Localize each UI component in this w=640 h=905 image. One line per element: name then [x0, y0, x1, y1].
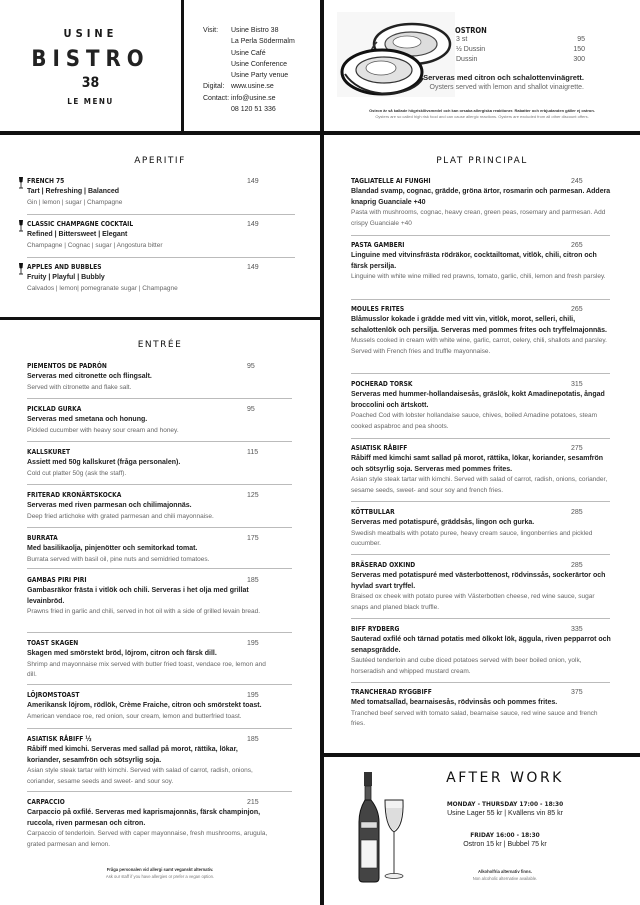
menu-item-description-en: Pickled cucumber with heavy sour cream and honey.	[27, 426, 179, 434]
menu-item-description-en: Asian style steak tartar with kimchi. Served with salad of carrot, radish, onions, coriander, sesame seeds and sweet- and sour soy.	[27, 767, 253, 785]
menu-item-description-en: Champagne | Cognac | sugar | Angostura bitter	[27, 241, 163, 249]
oyster-note-en: Oysters are so called high risk food and can cause allergic reactions. Oysters are excluded from all other discount offers.	[375, 114, 589, 119]
after-work-block	[420, 831, 590, 848]
non-alcoholic-note-en: Non alcoholic alternative available.	[472, 876, 538, 881]
menu-item-description-sv: Carpaccio på oxfilé. Serveras med kaprismajonnäs, färsk champinjon, ruccola, riven parmesan och citron.	[27, 809, 261, 827]
menu-item-name: ASIATISK RÅBIFF ½	[27, 735, 92, 743]
logo-bistro: BISTRO	[31, 47, 150, 72]
cocktail-glass-icon	[18, 263, 24, 275]
cocktail-glass-icon	[18, 177, 24, 189]
menu-item-description-sv: Sauterad oxfilé och tärnad potatis med ölkokt lök, äggula, riven pepparrot och senapsgrädde.	[351, 636, 611, 654]
menu-item-description-sv: Linguine med vitvinsfrästa rödräkor, cocktailtomat, vitlök, chili, citron och färsk persilja.	[351, 252, 597, 270]
menu-item-price: 275	[571, 445, 583, 452]
contact-value: Usine Bistro 38	[231, 27, 279, 34]
menu-item-description-sv: Blåmusslor kokade i grädde med vitt vin, vitlök, morot, selleri, chili, schalottenlök och persilja. Serveras med pommes frites och tryffelmajonnäs.	[351, 316, 607, 334]
menu-item-description-en: Carpaccio of tenderloin. Served with caper mayonnaise, fresh mushrooms, arugula, grated parmesan and lemon.	[27, 830, 268, 848]
menu-item	[27, 177, 267, 208]
non-alcoholic-note-sv: Alkoholfria alternativ finns.	[478, 869, 532, 874]
divider-horizontal-right	[322, 753, 640, 757]
menu-item-name: PIEMENTOS DE PADRÓN	[27, 362, 107, 370]
menu-item-divider	[27, 632, 292, 633]
oyster-qty: ½ Dussin	[456, 46, 486, 53]
menu-item-divider	[27, 214, 295, 215]
oyster-title: OSTRON	[455, 26, 487, 35]
champagne-bottle-icon	[355, 770, 415, 885]
menu-item-name: BURRATA	[27, 534, 58, 542]
logo-le-menu: LE MENU	[67, 97, 114, 106]
allergy-note-sv: Fråga personalen vid allergi samt veganskt alternativ.	[106, 867, 214, 872]
oyster-desc-sv: Serveras med citron och schalottenvinägrett.	[423, 73, 584, 82]
plat-principal-title: PLAT PRINCIPAL	[436, 156, 528, 166]
contact-value: Usine Conference	[231, 60, 288, 68]
oyster-qty: Dussin	[456, 56, 478, 63]
menu-item-price: 125	[247, 492, 259, 499]
menu-item-name: APPLES AND BUBBLES	[27, 263, 102, 271]
divider-vertical-top	[181, 0, 184, 134]
menu-item-description-en: Deep fried artichoke with grated parmesan and chili mayonnaise.	[27, 512, 214, 520]
menu-item-divider	[27, 728, 292, 729]
menu-item-description-en: Braised ox cheek with potato puree with Västerbotten cheese, red wine sauce, sugar snaps and planed black truffle.	[351, 593, 595, 611]
contact-row	[203, 36, 295, 47]
after-work-block	[420, 800, 590, 817]
menu-item-price: 149	[247, 264, 259, 271]
menu-item-divider	[351, 299, 610, 300]
menu-item-name: CARPACCIO	[27, 798, 65, 806]
menu-item	[351, 305, 611, 357]
menu-item-divider	[351, 373, 610, 374]
menu-item-divider	[27, 441, 292, 442]
menu-item	[27, 405, 272, 436]
menu-item	[351, 625, 611, 677]
menu-item-divider	[351, 554, 610, 555]
menu-item-description-sv: Assiett med 50g kallskuret (fråga personalen).	[27, 459, 181, 466]
phone-number: 08 120 51 336	[231, 106, 276, 114]
menu-item	[27, 220, 267, 251]
menu-item-description-sv: Gambasräkor frästa i vitlök och chili. Serveras i het olja med grillat levainbröd.	[27, 587, 249, 605]
contact-label	[203, 70, 231, 81]
menu-item	[351, 508, 611, 550]
menu-item-divider	[27, 398, 292, 399]
menu-item-price: 265	[571, 242, 583, 249]
menu-item-name: MOULES FRITES	[351, 305, 405, 313]
contact-row	[203, 59, 295, 70]
contact-row	[203, 93, 295, 104]
menu-item-description-sv: Skagen med smörstekt bröd, löjrom, citron och färsk dill.	[27, 650, 217, 657]
menu-item-divider	[27, 257, 295, 258]
menu-item-description-en: Calvados | lemon| pomegranate sugar | Champagne	[27, 284, 178, 292]
allergy-note-en: Ask our staff if you have allergies or prefer a vegan option.	[105, 874, 215, 879]
menu-item-name: PICKLAD GURKA	[27, 405, 82, 413]
menu-item-divider	[27, 568, 292, 569]
menu-item-description-en: Sautéed tenderloin and cube diced potatoes served with beer boiled onion, yolk, horseradish and whipped mustard cream.	[351, 657, 582, 675]
oyster-desc-en: Oysters served with lemon and shallot vinaigrette.	[429, 84, 584, 91]
menu-item-price: 265	[571, 306, 583, 313]
menu-item	[27, 798, 272, 850]
menu-item-divider	[351, 501, 610, 502]
menu-item-description-en: Pasta with mushrooms, cognac, heavy crean, green peas, rosemary and parmesan. Add crispy Guanciale +40	[351, 209, 606, 227]
contact-label	[203, 36, 231, 47]
menu-item-price: 375	[571, 689, 583, 696]
menu-item-description-sv: Amerikansk löjrom, rödlök, Crème Fraiche, citron och smörstekt toast.	[27, 702, 262, 709]
menu-item-description-sv: Råbiff med kimchi. Serveras med sallad på morot, rättika, lökar, koriander, sesamfrön och sötsyrlig soja.	[27, 746, 238, 764]
aperitif-title: APERITIF	[134, 156, 186, 166]
menu-item-name: TOAST SKAGEN	[27, 639, 79, 647]
contact-label: Visit:	[203, 27, 219, 34]
menu-item-price: 115	[247, 449, 259, 456]
menu-item-description-en: Asian style steak tartar with kimchi. Served with salad of carrot, radish, onions, coriander, sesame seeds, sweet- and sour soy and french fries.	[351, 476, 608, 494]
menu-item-description-sv: Med tomatsallad, bearnaisesås, rödvinsås och pommes frites.	[351, 699, 558, 706]
menu-item	[27, 735, 272, 787]
menu-item-description-en: Mussels cooked in cream with white wine, garlic, carrot, celery, chili, shallots and parsley. Served with French fries and truffle mayonnaise.	[351, 337, 607, 355]
menu-item	[351, 177, 611, 229]
menu-item-description-sv: Serveras med riven parmesan och chilimajonnäs.	[27, 502, 192, 509]
menu-item-divider	[351, 682, 610, 683]
logo-number: 38	[81, 75, 100, 91]
menu-item-name: BIFF RYDBERG	[351, 625, 400, 633]
menu-item	[27, 576, 272, 618]
contact-value: Usine Café	[231, 49, 266, 57]
menu-item-description-sv: Serveras med hummer-hollandaisesås, gräslök, kokt Amadinepotatis, ångad broccolini och ärtskott.	[351, 391, 605, 409]
after-work-hours: FRIDAY 16:00 - 18:30	[470, 831, 540, 839]
contact-value: Usine Party venue	[231, 72, 289, 80]
email-link[interactable]: info@usine.se	[231, 94, 276, 102]
menu-item-name: KALLSKURET	[27, 448, 70, 456]
menu-item-name: LÖJROMSTOAST	[27, 691, 80, 699]
menu-item-name: KÖTTBULLAR	[351, 508, 395, 516]
logo-usine: USINE	[63, 27, 118, 40]
menu-item-name: GAMBAS PIRI PIRI	[27, 576, 87, 584]
menu-item	[27, 263, 267, 294]
menu-item	[27, 534, 272, 565]
oyster-description	[320, 73, 640, 91]
menu-item	[351, 380, 611, 432]
menu-item-description-en: Poached Cod with lobster hollandaise sauce, chives, boiled Amadine potatoes, steam cooked aspabroc and pea shoots.	[351, 412, 598, 430]
menu-item-description-sv: Tart | Refreshing | Balanced	[27, 188, 120, 195]
contact-label	[203, 104, 231, 115]
menu-item-description-en: Linguine with white wine milled red prawns, tomato, garlic, chili, lemon and fresh parsley.	[351, 273, 606, 280]
menu-item-price: 285	[571, 562, 583, 569]
menu-item-name: TRANCHERAD RYGGBIFF	[351, 688, 432, 696]
menu-item-name: BRÄSERAD OXKIND	[351, 561, 416, 569]
after-work-hours: MONDAY - THURSDAY 17:00 - 18:30	[446, 800, 564, 808]
menu-item-price: 95	[247, 363, 255, 370]
menu-item-divider	[27, 791, 292, 792]
menu-item-name: POCHERAD TORSK	[351, 380, 413, 388]
menu-item-name: FRENCH 75	[27, 177, 65, 185]
menu-item	[27, 491, 272, 522]
menu-item-description-en: Cold cut platter 50g (ask the staff).	[27, 469, 127, 477]
menu-item-divider	[27, 527, 292, 528]
menu-item	[27, 362, 272, 393]
divider-horizontal-top	[0, 131, 640, 135]
contact-label: Digital:	[203, 83, 225, 91]
menu-item-description-sv: Serveras med potatispuré med västerbottenost, rödvinssås, sockerärtor och hyvlad svart tryffel.	[351, 572, 606, 590]
menu-item-price: 215	[247, 799, 259, 806]
contact-row	[203, 48, 295, 59]
menu-item-description-en: Shrimp and mayonnaise mix served with butter fried toast, vendace roe, lemon and dill.	[27, 660, 266, 678]
divider-horizontal-left	[0, 317, 322, 320]
menu-item-description-sv: Serveras med citronette och flingsalt.	[27, 373, 152, 380]
menu-item-description-en: Swedish meatballs with potato puree, heavy cream sauce, lingonberries and pickled cucumber.	[351, 529, 593, 547]
menu-item-divider	[351, 438, 610, 439]
menu-item-price: 335	[571, 626, 583, 633]
divider-vertical-main	[320, 0, 324, 905]
menu-item	[27, 691, 272, 722]
menu-item-price: 245	[571, 178, 583, 185]
menu-item	[27, 448, 272, 479]
menu-item-description-sv: Fruity | Playful | Bubbly	[27, 274, 105, 281]
allergy-note	[40, 866, 280, 880]
oyster-price-row	[456, 55, 585, 65]
oyster-note-sv: Ostron är så kallade högriskllivsmedel och kan orsaka allergiska reaktioner. Rabatter och erbjudanden gäller ej ostron.	[369, 108, 595, 113]
menu-item-description-sv: Serveras med potatispuré, gräddsås, lingon och gurka.	[351, 519, 535, 526]
menu-item-description-sv: Råbiff med kimchi samt sallad på morot, rättika, lökar, koriander, sesamfrön och sötsyrlig soja. Serveras med pommes frites.	[351, 455, 604, 473]
menu-item-description-en: Gin | lemon | sugar | Champagne	[27, 198, 123, 206]
menu-item-description-sv: Blandad svamp, cognac, grädde, gröna ärtor, rosmarin och parmesan. Addera knaprig Guanciale +40	[351, 188, 611, 206]
cocktail-glass-icon	[18, 220, 24, 232]
menu-item-description-en: American vendace roe, red onion, sour cream, lemon and butterfried toast.	[27, 712, 242, 720]
oyster-price: 300	[573, 56, 585, 63]
menu-item	[351, 444, 611, 496]
menu-item	[27, 639, 272, 681]
contact-label	[203, 48, 231, 59]
oyster-price: 150	[573, 46, 585, 53]
menu-item	[351, 241, 611, 283]
after-work-title: AFTER WORK	[446, 770, 564, 786]
contact-row	[203, 70, 295, 81]
after-work-offer: Ostron 15 kr | Bubbel 75 kr	[463, 841, 547, 848]
menu-item-name: TAGLIATELLE AI FUNGHI	[351, 177, 431, 185]
contact-row	[203, 81, 295, 92]
menu-item-divider	[351, 618, 610, 619]
oyster-menu	[455, 26, 585, 65]
menu-item-name: ASIATISK RÅBIFF	[351, 444, 408, 452]
contact-info	[203, 25, 295, 115]
logo	[0, 0, 181, 131]
contact-row	[203, 25, 295, 36]
menu-item-name: FRITERAD KRONÄRTSKOCKA	[27, 491, 122, 499]
oyster-qty: 3 st	[456, 36, 468, 43]
menu-item-price: 315	[571, 381, 583, 388]
menu-item-price: 195	[247, 692, 259, 699]
menu-item-description-en: Prawns fried in garlic and chili, served in hot oil with a side of grilled levain bread.	[27, 608, 261, 615]
oyster-note	[324, 108, 640, 120]
oyster-price-row	[456, 45, 585, 55]
menu-item-price: 175	[247, 535, 259, 542]
menu-item-price: 149	[247, 221, 259, 228]
after-work-offer: Usine Lager 55 kr | Kvällens vin 85 kr	[447, 810, 563, 817]
menu-item-description-en: Tranched beef served with tomato salad, bearnaise sauce, red wine sauce and french fries.	[351, 709, 598, 727]
menu-item-price: 95	[247, 406, 255, 413]
oyster-price-row	[456, 35, 585, 45]
menu-item-description-sv: Refined | Bittersweet | Elegant	[27, 231, 128, 238]
menu-item-description-sv: Med basilikaolja, pinjenötter och semitorkad tomat.	[27, 545, 198, 552]
non-alcoholic-note	[430, 868, 580, 882]
menu-item-divider	[27, 484, 292, 485]
menu-item-name: CLASSIC CHAMPAGNE COCKTAIL	[27, 220, 134, 228]
menu-item-divider	[27, 684, 292, 685]
contact-row	[203, 104, 295, 115]
entree-title: ENTRÉE	[137, 340, 183, 350]
contact-label	[203, 59, 231, 70]
menu-item	[351, 688, 611, 730]
menu-item-price: 185	[247, 577, 259, 584]
menu-item-name: PASTA GAMBERI	[351, 241, 405, 249]
menu-item-price: 195	[247, 640, 259, 647]
menu-item-price: 149	[247, 178, 259, 185]
menu-item-description-en: Served with citronette and flake salt.	[27, 383, 132, 391]
menu-item-divider	[351, 235, 610, 236]
menu-item	[351, 561, 611, 613]
website-link[interactable]: www.usine.se	[231, 83, 274, 91]
contact-label: Contact:	[203, 94, 230, 102]
contact-value: La Perla Södermalm	[231, 38, 295, 46]
menu-item-description-sv: Serveras med smetana och honung.	[27, 416, 148, 423]
oyster-price: 95	[577, 36, 585, 43]
menu-item-price: 285	[571, 509, 583, 516]
menu-item-price: 185	[247, 736, 259, 743]
menu-item-description-en: Burrata served with basil oil, pine nuts and semidried tomatoes.	[27, 555, 210, 563]
